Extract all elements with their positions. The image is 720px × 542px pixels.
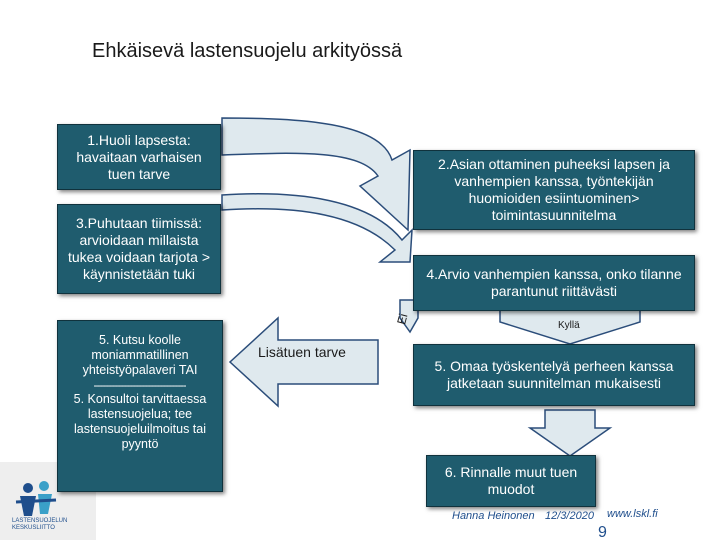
step-5-left-box [57,320,223,492]
logo-text [12,518,67,532]
logo-line-2: KESKUSLIITTO [12,525,55,531]
step-4-box [413,255,695,311]
footer-date: 12/3/2020 [545,510,594,522]
step-6-box [426,455,596,507]
logo-line-1: LASTENSUOJELUN [12,518,68,524]
step-4-text: 4.Arvio vanhempien kanssa, onko tilanne parantunut riittävästi [426,266,682,299]
page-title: Ehkäisevä lastensuojelu arkityössä [92,40,403,62]
label-kylla: Kyllä [558,320,580,331]
label-lisatuen-tarve: Lisätuen tarve [258,344,346,360]
arrow-5-to-6 [530,410,610,456]
step-2-box [413,150,695,230]
label-ei: Ei [394,312,411,326]
arrow-lisatuen-tarve [230,318,378,406]
step-3-box [57,204,221,294]
step-3-text: 3.Puhutaan tiimissä: arvioidaan millaista tukea voidaan tarjota > käynnistetään tuki [67,215,211,282]
step-1-text: 1.Huoli lapsesta: havaitaan varhaisen tuen tarve [76,131,202,182]
step-2-text: 2.Asian ottaminen puheeksi lapsen ja vanhempien kanssa, työntekijän huomioiden esiintuominen> toimintasuunnitelma [438,156,670,223]
page-number: 9 [598,524,607,541]
footer-site: www.lskl.fi [607,508,658,520]
step-5a-text: 5. Kutsu koolle moniammatillinen yhteistyöpalaveri TAI [82,333,198,377]
footer-author: Hanna Heinonen [452,510,535,522]
step-5c-box [413,344,695,406]
step-6-text: 6. Rinnalle muut tuen muodot [444,464,578,497]
step-5c-text: 5. Omaa työskentelyä perheen kanssa jatketaan suunnitelman mukaisesti [434,358,674,391]
step-5-separator: ------------------------------- [93,378,187,392]
step-1-box [57,124,221,190]
step-5b-text: 5. Konsultoi tarvittaessa lastensuojelua; tee lastensuojeluilmoitus tai pyyntö [73,392,207,451]
